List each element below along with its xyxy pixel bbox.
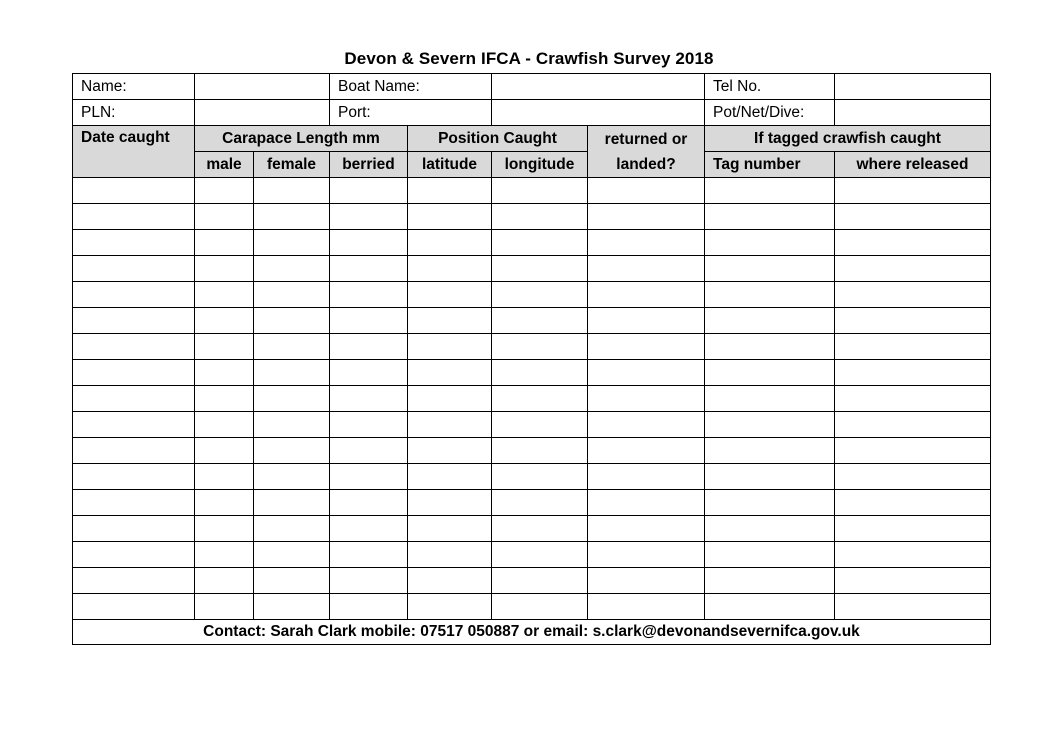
tag-number-header: Tag number	[705, 152, 835, 178]
returned-cell[interactable]	[588, 542, 705, 568]
female-cell[interactable]	[254, 490, 330, 516]
female-header: female	[254, 152, 330, 178]
date-cell[interactable]	[73, 256, 195, 282]
female-cell[interactable]	[254, 568, 330, 594]
tag-number-cell[interactable]	[705, 490, 835, 516]
longitude-cell[interactable]	[492, 568, 588, 594]
latitude-cell[interactable]	[408, 464, 492, 490]
tag-number-cell[interactable]	[705, 308, 835, 334]
male-cell[interactable]	[195, 360, 254, 386]
tag-number-cell[interactable]	[705, 178, 835, 204]
where-released-cell[interactable]	[835, 178, 991, 204]
female-cell[interactable]	[254, 542, 330, 568]
berried-cell[interactable]	[330, 334, 408, 360]
table-row	[73, 334, 991, 360]
where-released-cell[interactable]	[835, 256, 991, 282]
where-released-cell[interactable]	[835, 308, 991, 334]
longitude-cell[interactable]	[492, 542, 588, 568]
berried-cell[interactable]	[330, 204, 408, 230]
table-row	[73, 438, 991, 464]
where-released-cell[interactable]	[835, 542, 991, 568]
longitude-cell[interactable]	[492, 438, 588, 464]
table-row	[73, 360, 991, 386]
longitude-cell[interactable]	[492, 516, 588, 542]
returned-or-landed-header	[588, 126, 705, 178]
male-cell[interactable]	[195, 542, 254, 568]
table-row	[73, 516, 991, 542]
where-released-cell[interactable]	[835, 438, 991, 464]
tag-number-cell[interactable]	[705, 360, 835, 386]
tag-number-cell[interactable]	[705, 230, 835, 256]
port-field[interactable]	[492, 100, 705, 126]
female-cell[interactable]	[254, 282, 330, 308]
where-released-cell[interactable]	[835, 282, 991, 308]
male-cell[interactable]	[195, 282, 254, 308]
where-released-cell[interactable]	[835, 230, 991, 256]
female-cell[interactable]	[254, 256, 330, 282]
date-cell[interactable]	[73, 464, 195, 490]
table-row	[73, 490, 991, 516]
tag-number-cell[interactable]	[705, 542, 835, 568]
tag-number-cell[interactable]	[705, 568, 835, 594]
returned-cell[interactable]	[588, 516, 705, 542]
berried-cell[interactable]	[330, 412, 408, 438]
returned-or-label: returned or	[604, 130, 688, 148]
position-caught-header: Position Caught	[408, 126, 588, 152]
returned-cell[interactable]	[588, 412, 705, 438]
latitude-cell[interactable]	[408, 438, 492, 464]
male-cell[interactable]	[195, 516, 254, 542]
latitude-cell[interactable]	[408, 542, 492, 568]
landed-label: landed?	[616, 155, 676, 173]
returned-cell[interactable]	[588, 438, 705, 464]
returned-cell[interactable]	[588, 360, 705, 386]
date-cell[interactable]	[73, 334, 195, 360]
table-row	[73, 542, 991, 568]
where-released-cell[interactable]	[835, 360, 991, 386]
male-header: male	[195, 152, 254, 178]
date-caught-header: Date caught	[73, 126, 195, 178]
tag-number-cell[interactable]	[705, 334, 835, 360]
longitude-cell[interactable]	[492, 282, 588, 308]
boat-name-field[interactable]	[492, 74, 705, 100]
female-cell[interactable]	[254, 230, 330, 256]
date-cell[interactable]	[73, 412, 195, 438]
contact-info: Contact: Sarah Clark mobile: 07517 050887 or email: s.clark@devonandsevernifca.gov.uk	[73, 620, 991, 645]
table-row	[73, 568, 991, 594]
where-released-cell[interactable]	[835, 568, 991, 594]
carapace-length-header: Carapace Length mm	[195, 126, 408, 152]
tag-number-cell[interactable]	[705, 438, 835, 464]
table-row	[73, 412, 991, 438]
latitude-cell[interactable]	[408, 308, 492, 334]
latitude-cell[interactable]	[408, 256, 492, 282]
table-row	[73, 282, 991, 308]
table-row	[73, 464, 991, 490]
female-cell[interactable]	[254, 412, 330, 438]
longitude-cell[interactable]	[492, 230, 588, 256]
female-cell[interactable]	[254, 178, 330, 204]
header-row-1	[73, 126, 991, 152]
berried-cell[interactable]	[330, 282, 408, 308]
name-label: Name:	[73, 74, 195, 100]
female-cell[interactable]	[254, 360, 330, 386]
male-cell[interactable]	[195, 230, 254, 256]
table-row	[73, 594, 991, 620]
where-released-cell[interactable]	[835, 386, 991, 412]
longitude-cell[interactable]	[492, 308, 588, 334]
date-cell[interactable]	[73, 542, 195, 568]
female-cell[interactable]	[254, 438, 330, 464]
tag-number-cell[interactable]	[705, 516, 835, 542]
port-label: Port:	[330, 100, 492, 126]
where-released-cell[interactable]	[835, 490, 991, 516]
female-cell[interactable]	[254, 308, 330, 334]
date-cell[interactable]	[73, 516, 195, 542]
berried-cell[interactable]	[330, 490, 408, 516]
berried-cell[interactable]	[330, 256, 408, 282]
date-cell[interactable]	[73, 308, 195, 334]
longitude-header: longitude	[492, 152, 588, 178]
returned-cell[interactable]	[588, 568, 705, 594]
table-row	[73, 308, 991, 334]
table-row	[73, 230, 991, 256]
tag-number-cell[interactable]	[705, 594, 835, 620]
male-cell[interactable]	[195, 568, 254, 594]
berried-cell[interactable]	[330, 360, 408, 386]
latitude-cell[interactable]	[408, 230, 492, 256]
latitude-cell[interactable]	[408, 334, 492, 360]
contact-row	[73, 620, 991, 645]
latitude-cell[interactable]	[408, 568, 492, 594]
pot-net-dive-field[interactable]	[835, 100, 991, 126]
male-cell[interactable]	[195, 334, 254, 360]
crawfish-survey-form	[72, 73, 991, 645]
returned-cell[interactable]	[588, 464, 705, 490]
longitude-cell[interactable]	[492, 594, 588, 620]
male-cell[interactable]	[195, 256, 254, 282]
returned-cell[interactable]	[588, 178, 705, 204]
female-cell[interactable]	[254, 516, 330, 542]
female-cell[interactable]	[254, 386, 330, 412]
pln-field[interactable]	[195, 100, 330, 126]
returned-cell[interactable]	[588, 256, 705, 282]
table-row	[73, 256, 991, 282]
latitude-cell[interactable]	[408, 178, 492, 204]
longitude-cell[interactable]	[492, 360, 588, 386]
date-cell[interactable]	[73, 282, 195, 308]
returned-cell[interactable]	[588, 282, 705, 308]
where-released-cell[interactable]	[835, 412, 991, 438]
date-cell[interactable]	[73, 178, 195, 204]
pln-label: PLN:	[73, 100, 195, 126]
tag-number-cell[interactable]	[705, 204, 835, 230]
berried-cell[interactable]	[330, 438, 408, 464]
longitude-cell[interactable]	[492, 386, 588, 412]
latitude-cell[interactable]	[408, 282, 492, 308]
where-released-cell[interactable]	[835, 334, 991, 360]
date-cell[interactable]	[73, 568, 195, 594]
male-cell[interactable]	[195, 308, 254, 334]
info-row-name	[73, 74, 991, 100]
longitude-cell[interactable]	[492, 490, 588, 516]
longitude-cell[interactable]	[492, 204, 588, 230]
header-row-2	[73, 152, 991, 178]
berried-cell[interactable]	[330, 386, 408, 412]
female-cell[interactable]	[254, 204, 330, 230]
berried-cell[interactable]	[330, 594, 408, 620]
returned-cell[interactable]	[588, 308, 705, 334]
berried-cell[interactable]	[330, 464, 408, 490]
tag-number-cell[interactable]	[705, 464, 835, 490]
male-cell[interactable]	[195, 438, 254, 464]
berried-cell[interactable]	[330, 516, 408, 542]
male-cell[interactable]	[195, 464, 254, 490]
tel-no-label: Tel No.	[705, 74, 835, 100]
male-cell[interactable]	[195, 178, 254, 204]
male-cell[interactable]	[195, 204, 254, 230]
tel-no-field[interactable]	[835, 74, 991, 100]
female-cell[interactable]	[254, 334, 330, 360]
where-released-cell[interactable]	[835, 516, 991, 542]
longitude-cell[interactable]	[492, 412, 588, 438]
tag-number-cell[interactable]	[705, 256, 835, 282]
longitude-cell[interactable]	[492, 464, 588, 490]
where-released-cell[interactable]	[835, 204, 991, 230]
returned-cell[interactable]	[588, 386, 705, 412]
tag-number-cell[interactable]	[705, 412, 835, 438]
returned-cell[interactable]	[588, 204, 705, 230]
longitude-cell[interactable]	[492, 178, 588, 204]
date-cell[interactable]	[73, 594, 195, 620]
longitude-cell[interactable]	[492, 334, 588, 360]
tag-number-cell[interactable]	[705, 282, 835, 308]
tag-number-cell[interactable]	[705, 386, 835, 412]
table-row	[73, 204, 991, 230]
male-cell[interactable]	[195, 594, 254, 620]
date-cell[interactable]	[73, 204, 195, 230]
berried-cell[interactable]	[330, 178, 408, 204]
table-row	[73, 178, 991, 204]
berried-header: berried	[330, 152, 408, 178]
info-row-pln	[73, 100, 991, 126]
returned-cell[interactable]	[588, 230, 705, 256]
male-cell[interactable]	[195, 386, 254, 412]
latitude-cell[interactable]	[408, 204, 492, 230]
berried-cell[interactable]	[330, 230, 408, 256]
berried-cell[interactable]	[330, 568, 408, 594]
berried-cell[interactable]	[330, 542, 408, 568]
female-cell[interactable]	[254, 594, 330, 620]
male-cell[interactable]	[195, 412, 254, 438]
where-released-header: where released	[835, 152, 991, 178]
latitude-cell[interactable]	[408, 490, 492, 516]
longitude-cell[interactable]	[492, 256, 588, 282]
latitude-cell[interactable]	[408, 412, 492, 438]
date-cell[interactable]	[73, 438, 195, 464]
where-released-cell[interactable]	[835, 594, 991, 620]
returned-cell[interactable]	[588, 594, 705, 620]
latitude-cell[interactable]	[408, 386, 492, 412]
latitude-cell[interactable]	[408, 516, 492, 542]
female-cell[interactable]	[254, 464, 330, 490]
date-cell[interactable]	[73, 386, 195, 412]
tagged-crawfish-header: If tagged crawfish caught	[705, 126, 991, 152]
date-cell[interactable]	[73, 230, 195, 256]
male-cell[interactable]	[195, 490, 254, 516]
boat-name-label: Boat Name:	[330, 74, 492, 100]
name-field[interactable]	[195, 74, 330, 100]
latitude-header: latitude	[408, 152, 492, 178]
returned-cell[interactable]	[588, 334, 705, 360]
latitude-cell[interactable]	[408, 360, 492, 386]
table-row	[73, 386, 991, 412]
where-released-cell[interactable]	[835, 464, 991, 490]
date-cell[interactable]	[73, 490, 195, 516]
berried-cell[interactable]	[330, 308, 408, 334]
pot-net-dive-label: Pot/Net/Dive:	[705, 100, 835, 126]
returned-cell[interactable]	[588, 490, 705, 516]
date-cell[interactable]	[73, 360, 195, 386]
latitude-cell[interactable]	[408, 594, 492, 620]
document-title: Devon & Severn IFCA - Crawfish Survey 2018	[344, 49, 714, 68]
